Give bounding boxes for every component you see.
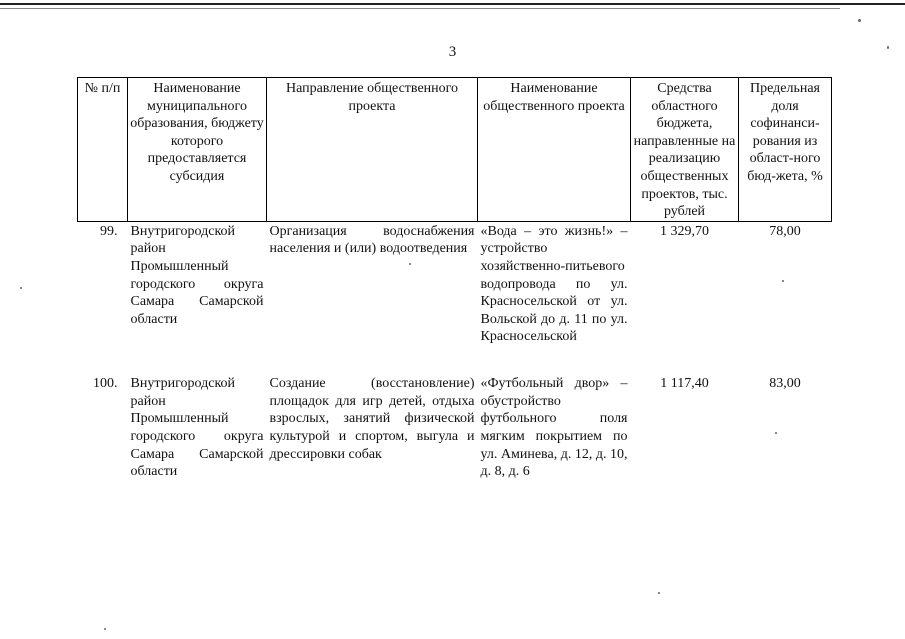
scan-speck [858,19,861,22]
header-municipality: Наименование муниципального образования, бюджету которого предоставляется субсидия [128,78,267,222]
table-row [78,221,832,374]
header-project-name: Наименование общественного проекта [478,78,631,222]
header-direction: Направление общественного проекта [267,78,478,222]
table-header-row [78,78,832,222]
scan-speck [409,263,411,265]
scan-speck [775,432,777,434]
row-project-name: «Вода – это жизнь!» – устройство хозяйственно-питьевого водопровода по ул. Красносельской от ул. Вольской до д. 11 по ул. Красносельской [480,223,628,345]
header-number: № п/п [78,78,128,222]
row-share: 78,00 [769,223,801,239]
row-number: 100. [93,376,118,392]
row-funds: 1 329,70 [660,223,709,239]
row-municipality: Внутригородской район Промышленный городского округа Самара Самарской области [130,376,264,480]
scan-speck [20,287,22,289]
page-number: 3 [448,44,457,60]
row-direction: Организация водоснабжения населения и (или) водоотведения [269,223,475,257]
row-direction: Создание (восстановление) площадок для игр детей, отдыха взрослых, занятий физической культурой и спортом, выгула и дрессировки собак [269,376,475,462]
scan-top-edge [0,3,905,5]
scan-top-edge-shadow [0,8,840,9]
scan-speck [658,592,660,594]
row-municipality: Внутригородской район Промышленный городского округа Самара Самарской области [130,223,264,327]
scan-speck [782,280,784,282]
scan-speck [887,46,889,49]
subsidy-table [77,77,832,481]
row-project-name: «Футбольный двор» – обустройство футбольного поля мягким покрытием по ул. Аминева, д. 12, д. 10, д. 8, д. 6 [480,376,628,480]
scan-speck [104,628,106,630]
row-number: 99. [100,223,118,239]
row-share: 83,00 [769,376,801,392]
row-funds: 1 117,40 [660,376,709,392]
header-share: Предельная доля софинанси-рования из област-ного бюд-жета, % [739,78,832,222]
table-row [78,374,832,481]
header-funds: Средства областного бюджета, направленные на реализацию общественных проектов, тыс. рублей [631,78,739,222]
